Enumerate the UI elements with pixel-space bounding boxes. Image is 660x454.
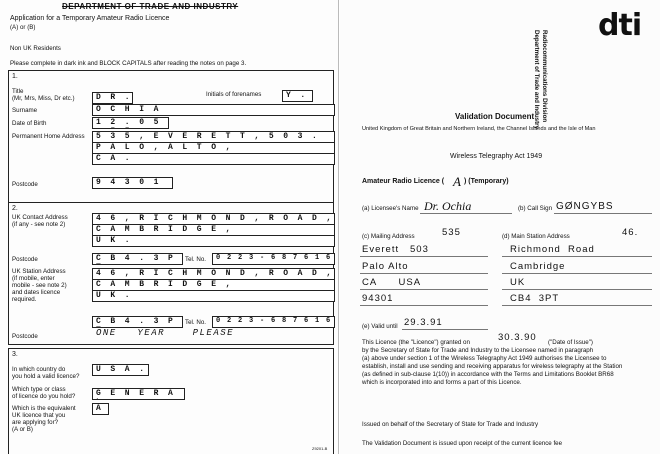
home-address-line-3[interactable]: C A . bbox=[92, 153, 335, 165]
station-line-4: CB4 3PT bbox=[510, 293, 560, 304]
home-address-label: Permanent Home Address bbox=[12, 133, 85, 140]
mailing-address-label: (c) Mailing Address bbox=[362, 233, 415, 240]
body-line-5: which is incorporated into and forms a part of this Licence. bbox=[362, 379, 522, 386]
date-of-issue-label: ("Date of Issue") bbox=[548, 339, 593, 346]
home-address-line-1[interactable]: 5 3 5 , E V E R E T T , 5 0 3 . bbox=[92, 131, 335, 143]
validation-footer: The Validation Document is issued upon receipt of the current licence fee bbox=[362, 440, 563, 447]
form-title: Application for a Temporary Amateur Radio Licence bbox=[10, 15, 170, 22]
initials-field[interactable]: Y . bbox=[282, 90, 313, 102]
uk-contact-line-1[interactable]: 4 6 , R I C H M O N D , R O A D , bbox=[92, 213, 335, 225]
body-line-1: by the Secretary of State for Trade and Industry to the Licensee named in paragraph bbox=[362, 347, 594, 354]
home-address-line-2[interactable]: P A L O , A L T O , bbox=[92, 142, 335, 154]
licensee-label: (a) Licensee's Name bbox=[362, 205, 419, 212]
station-tel-label: Tel. No. bbox=[185, 319, 206, 326]
station-line-3: UK bbox=[510, 277, 526, 288]
type-question-1: Which type or class bbox=[12, 386, 66, 393]
main-station-label: (d) Main Station Address bbox=[502, 233, 570, 240]
body-line-4: (as defined in sub-clause 1(10)) in accordance with the Terms and Limitations Booklet BR68 bbox=[362, 371, 614, 378]
dob-field[interactable]: 1 2 . 0 5 bbox=[92, 117, 169, 129]
act-title: Wireless Telegraphy Act 1949 bbox=[450, 153, 543, 160]
equiv-question-2: UK licence that you bbox=[12, 412, 66, 419]
country-question-2: you hold a valid licence? bbox=[12, 373, 80, 380]
section-3-number: 3. bbox=[12, 351, 18, 358]
surname-field[interactable]: O C H I A bbox=[92, 104, 335, 116]
issued-on-behalf: Issued on behalf of the Secretary of State for Trade and Industry bbox=[362, 421, 539, 428]
non-uk-label: Non UK Residents bbox=[10, 45, 61, 52]
station-address-label: UK Station Address bbox=[12, 268, 66, 275]
dob-label: Date of Birth bbox=[12, 120, 47, 127]
callsign-label: (b) Call Sign bbox=[518, 205, 553, 212]
equiv-question-1: Which is the equivalent bbox=[12, 405, 76, 412]
station-tel-field[interactable]: 0 2 2 3 - 6 8 7 6 1 6 bbox=[212, 316, 335, 328]
dept-title: DEPARTMENT OF TRADE AND INDUSTRY bbox=[62, 2, 239, 11]
station-sublabel-2: mobile - see note 2) bbox=[12, 282, 67, 289]
surname-label: Surname bbox=[12, 107, 38, 114]
station-postcode-field[interactable]: C B 4 . 3 P bbox=[92, 316, 183, 328]
mailing-line-3: CA USA bbox=[362, 277, 422, 288]
station-sublabel-3: and dates licence bbox=[12, 289, 61, 296]
mailing-line-2: Palo Alto bbox=[362, 261, 409, 272]
mailing-line-1: Everett 503 bbox=[362, 244, 429, 255]
title-field[interactable]: D R . bbox=[92, 92, 133, 104]
postcode-label: Postcode bbox=[12, 181, 38, 188]
equivalent-licence-field[interactable]: A bbox=[92, 403, 109, 415]
title-label: Title bbox=[12, 88, 24, 95]
valid-until-label: (e) Valid until bbox=[362, 323, 398, 330]
page-code: Z9201-B bbox=[312, 446, 328, 451]
uk-contact-label: UK Contact Address bbox=[12, 214, 68, 221]
side-division: Radiocommunications Division bbox=[541, 30, 548, 123]
granted-text: This Licence (the "Licence") granted on bbox=[362, 339, 470, 346]
mailing-address-number: 535 bbox=[442, 227, 461, 238]
body-line-3: establish, install and use sending and receiving apparatus for wireless telegraphy at the Station bbox=[362, 363, 623, 370]
validation-title: Validation Document bbox=[455, 112, 535, 121]
country-question-1: In which country do bbox=[12, 366, 66, 373]
station-postcode-label: Postcode bbox=[12, 333, 38, 340]
main-station-number: 46. bbox=[622, 227, 639, 238]
validation-subtitle: United Kingdom of Great Britain and Northern Ireland, the Channel Islands and the Isle of Man bbox=[362, 126, 596, 132]
mailing-line-4: 94301 bbox=[362, 293, 394, 304]
side-department: Department of Trade and Industry bbox=[533, 30, 540, 130]
licence-label: Amateur Radio Licence ( bbox=[362, 178, 445, 185]
validation-document-page bbox=[340, 0, 660, 454]
title-sublabel: (Mr, Mrs, Miss, Dr etc.) bbox=[12, 95, 75, 102]
uk-contact-line-2[interactable]: C A M B R I D G E , bbox=[92, 224, 335, 236]
licence-period-note: ONE YEAR PLEASE bbox=[96, 328, 235, 338]
section-2-number: 2. bbox=[12, 205, 18, 212]
uk-contact-postcode-field[interactable]: C B 4 . 3 P bbox=[92, 253, 183, 265]
station-address-line-1[interactable]: 4 6 , R I C H M O N D , R O A D , bbox=[92, 268, 335, 280]
tel-field[interactable]: 0 2 2 3 - 6 8 7 6 1 6 bbox=[212, 253, 335, 265]
licence-class: A bbox=[453, 174, 461, 189]
licence-label-tail: ) (Temporary) bbox=[464, 178, 509, 185]
station-sublabel-1: (if mobile, enter bbox=[12, 275, 55, 282]
ab-label: (A) or (B) bbox=[10, 24, 36, 31]
station-address-line-3[interactable]: U K . bbox=[92, 290, 335, 302]
equiv-question-3: are applying for? bbox=[12, 419, 59, 426]
section-1-number: 1. bbox=[12, 73, 18, 80]
licence-type-field[interactable]: G E N E R A bbox=[92, 388, 185, 400]
instructions: Please complete in dark ink and BLOCK CAPITALS after reading the notes on page 3. bbox=[10, 60, 247, 67]
station-line-1: Richmond Road bbox=[510, 244, 595, 255]
licensee-name: Dr. Ochia bbox=[424, 199, 472, 213]
station-address-line-2[interactable]: C A M B R I D G E , bbox=[92, 279, 335, 291]
uk-contact-line-3[interactable]: U K . bbox=[92, 235, 335, 247]
valid-until-date: 29.3.91 bbox=[404, 317, 443, 328]
tel-label: Tel. No. bbox=[185, 256, 206, 263]
type-question-2: of licence do you hold? bbox=[12, 393, 76, 400]
station-sublabel-4: required. bbox=[12, 296, 37, 303]
station-line-2: Cambridge bbox=[510, 261, 566, 272]
uk-contact-sublabel: (if any - see note 2) bbox=[12, 221, 66, 228]
initials-label: Initials of forenames bbox=[206, 91, 262, 98]
dti-logo: dti bbox=[598, 8, 642, 43]
equiv-question-4: (A or B) bbox=[12, 426, 33, 433]
body-line-2: (a) above under section 1 of the Wireless Telegraphy Act 1949 authorises the Licensee to bbox=[362, 355, 607, 362]
postcode-field[interactable]: 9 4 3 0 1 bbox=[92, 177, 173, 189]
country-field[interactable]: U S A . bbox=[92, 364, 149, 376]
uk-contact-postcode-label: Postcode bbox=[12, 256, 38, 263]
callsign-value: GØNGYBS bbox=[556, 201, 614, 212]
date-of-issue: 30.3.90 bbox=[498, 332, 537, 343]
